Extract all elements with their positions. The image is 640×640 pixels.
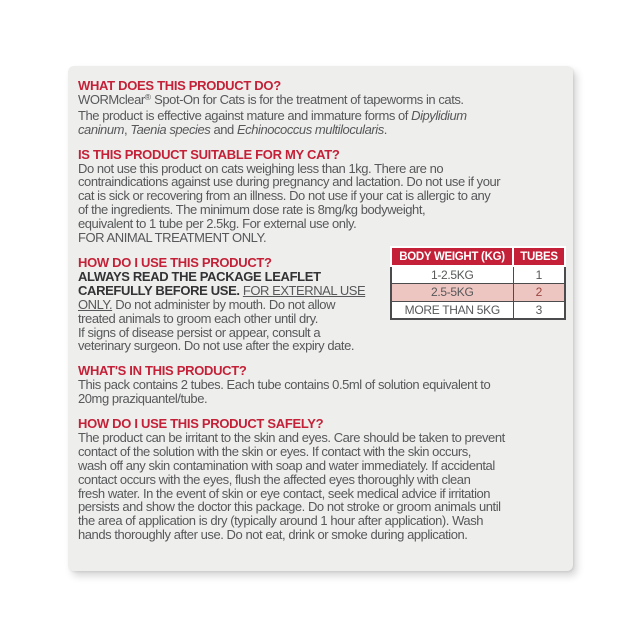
- product-info-panel: [68, 66, 573, 571]
- section-paragraph: Do not use this product on cats weighing less than 1kg. There are no contraindications against use during pregnancy and lactation. Do not use if your cat is sick or recovering from an illness. Do not use if your cat is allergic to any of the ingredients. The minimum dose rate is 8mg/kg bodyweight, equivalent to 1 tube per 2.5kg. For external use only. FOR ANIMAL TREATMENT ONLY.: [78, 160, 501, 246]
- section-paragraph: WORMclear® Spot-On for Cats is for the treatment of tapeworms in cats. The product is effective against mature and immature forms of Dipylidium caninum, Taenia species and Echinococcus multilocularis.: [78, 91, 467, 137]
- section-heading: HOW DO I USE THIS PRODUCT?: [78, 254, 272, 270]
- section-paragraph: The product can be irritant to the skin and eyes. Care should be taken to prevent contact of the solution with the skin or eyes. If contact with the skin occurs, wash off any skin contamination with soap and water immediately. If accidental contact occurs with the eyes, flush the affected eyes thoroughly with clean fresh water. In the event of skin or eye contact, seek medical advice if irritation persists and show the doctor this package. Do not stroke or groom animals until the area of application is dry (typically around 1 hour after application). Wash hands thoroughly after use. Do not eat, drink or smoke during application.: [78, 429, 505, 543]
- section-how-to-use: [78, 245, 557, 353]
- weight-cell: 2.5-5KG: [391, 284, 513, 302]
- section-heading: WHAT'S IN THIS PRODUCT?: [78, 363, 247, 379]
- section-what-does-product-do: [78, 79, 557, 137]
- dosage-table-body: [391, 266, 565, 320]
- tubes-cell: 1: [513, 266, 565, 284]
- table-row: [391, 301, 565, 319]
- section-heading: WHAT DOES THIS PRODUCT DO?: [78, 78, 281, 93]
- weight-cell: MORE THAN 5KG: [391, 301, 513, 319]
- dosage-table-header: [391, 247, 565, 266]
- body-weight-header-cell: BODY WEIGHT (KG): [391, 247, 513, 266]
- tubes-header-cell: TUBES: [513, 247, 565, 266]
- section-paragraph: ALWAYS READ THE PACKAGE LEAFLET CAREFULLY BEFORE USE. FOR EXTERNAL USE ONLY. Do not administer by mouth. Do not allow treated animals to groom each other until dry. If signs of disease persist or appear, consult a veterinary surgeon. Do not use after the expiry date.: [78, 268, 366, 354]
- table-header-row: [391, 247, 565, 266]
- tubes-cell: 3: [513, 301, 565, 319]
- section-whats-in-product: [78, 364, 557, 406]
- dosage-table: [390, 246, 566, 321]
- section-heading: HOW DO I USE THIS PRODUCT SAFELY?: [78, 416, 324, 432]
- section-suitable-for-cat: [78, 148, 557, 245]
- section-paragraph: This pack contains 2 tubes. Each tube contains 0.5ml of solution equivalent to 20mg praziquantel/tube.: [78, 377, 491, 407]
- table-row: [391, 284, 565, 302]
- section-heading: IS THIS PRODUCT SUITABLE FOR MY CAT?: [78, 146, 340, 162]
- how-to-use-text-column: [78, 245, 390, 353]
- table-row: [391, 266, 565, 284]
- section-use-safely: [78, 417, 557, 542]
- tubes-cell: 2: [513, 284, 565, 302]
- weight-cell: 1-2.5KG: [391, 266, 513, 284]
